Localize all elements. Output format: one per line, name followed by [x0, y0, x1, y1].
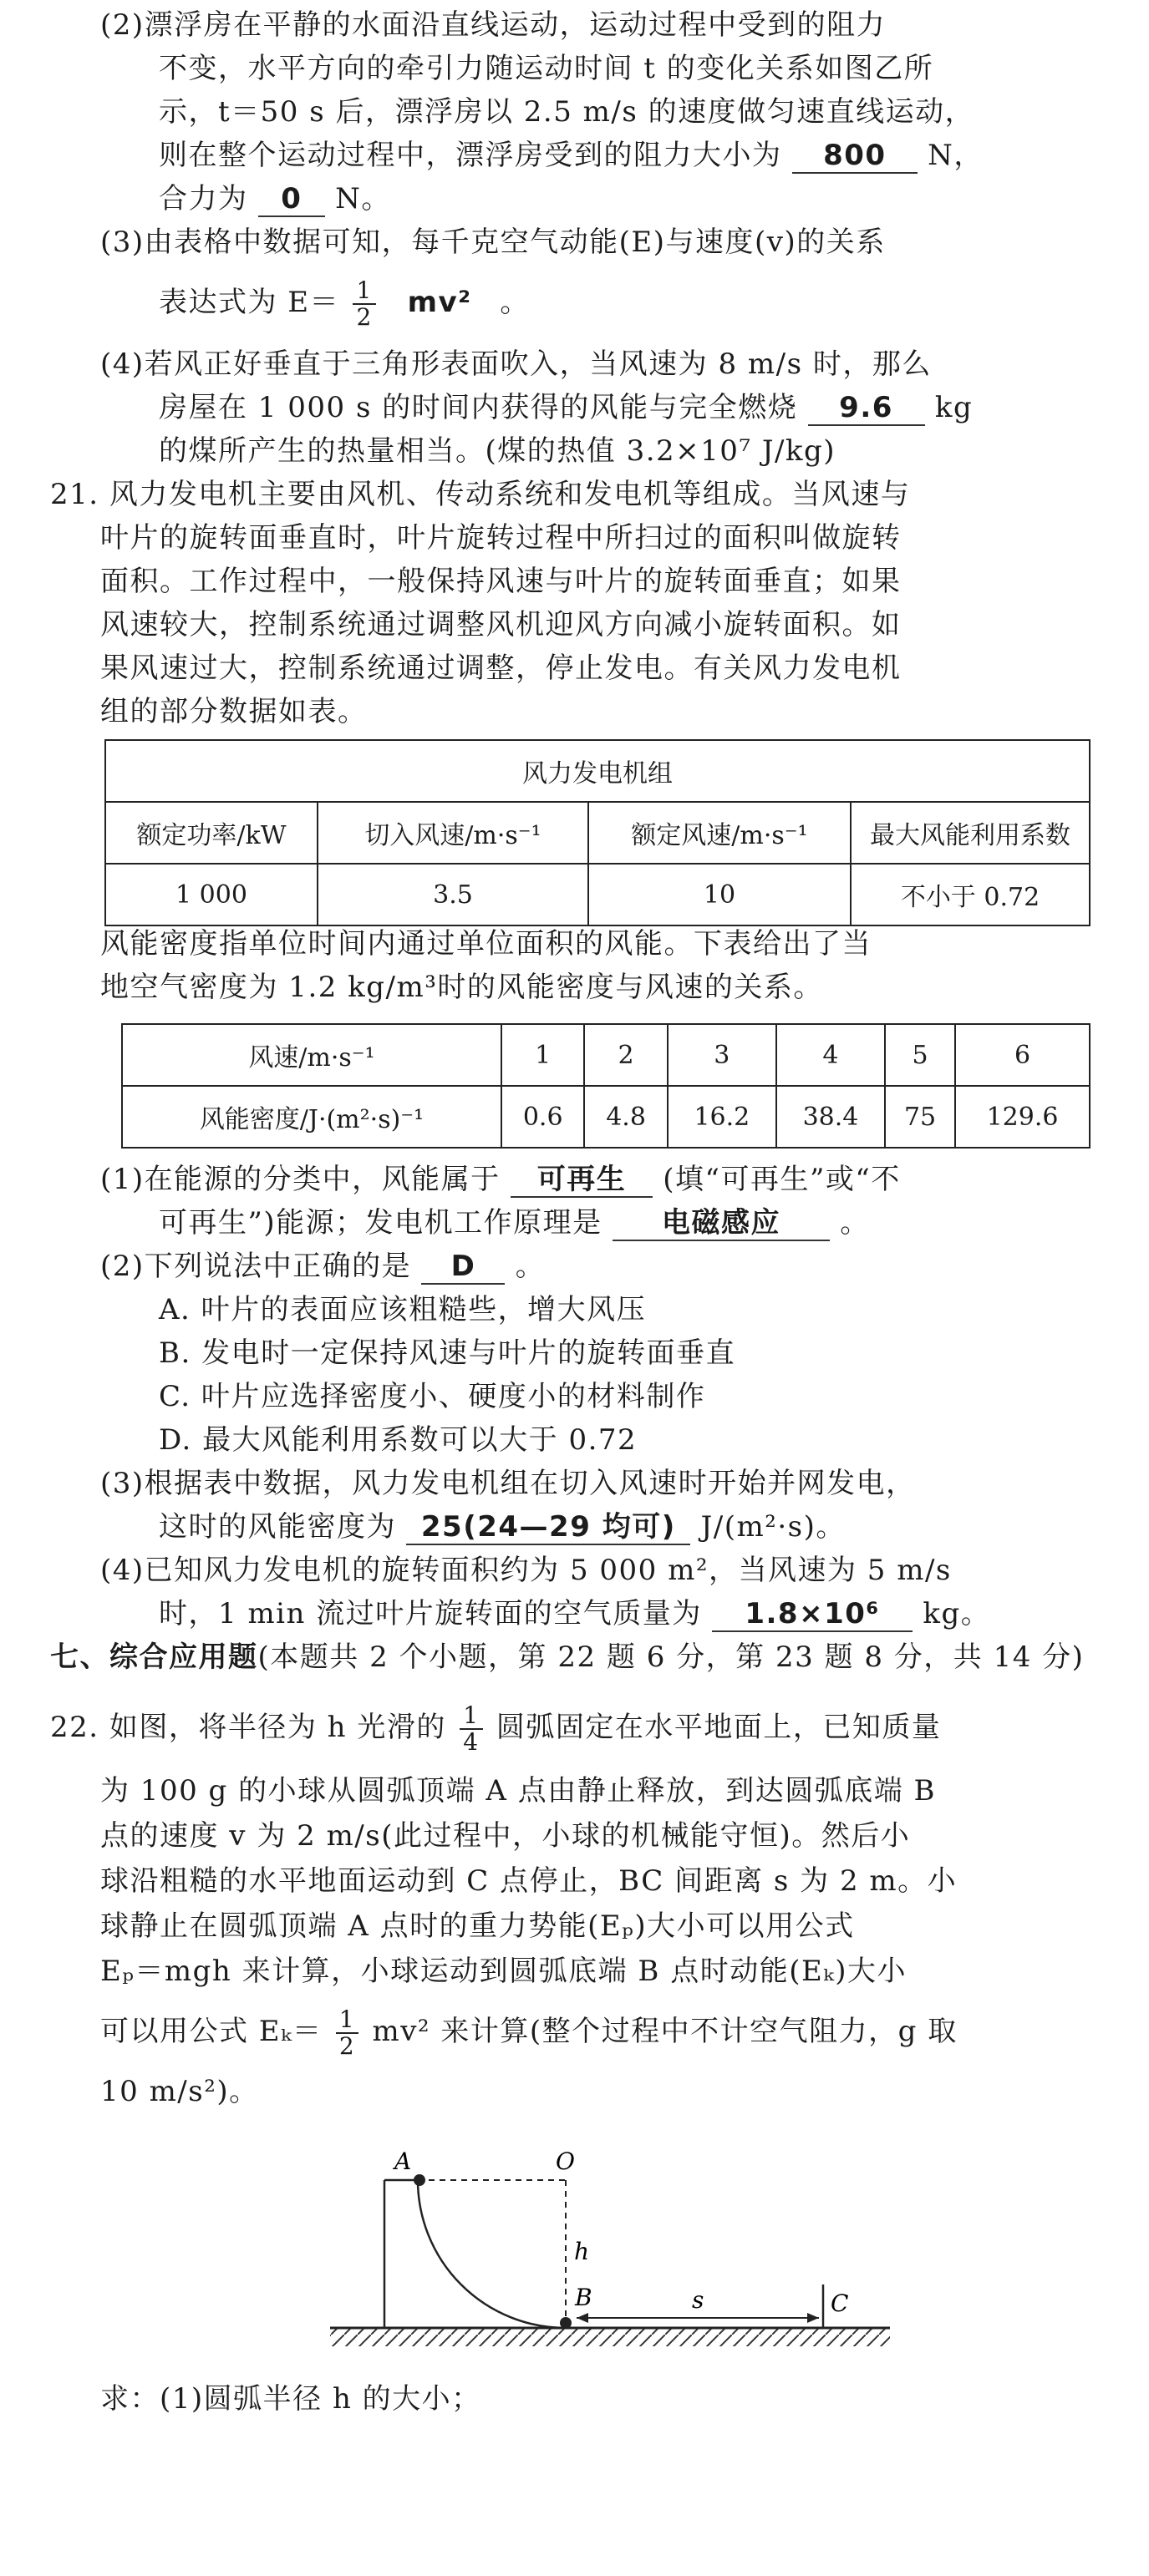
- q22-ask-line: 求：(1)圆弧半径 h 的大小；: [100, 2382, 481, 2416]
- q21-part1-line1: [100, 1163, 901, 1198]
- q22-text: mv² 来计算(整个过程中不计空气阻力，g 取: [372, 2015, 958, 2048]
- q21-option-d: D. 最大风能利用系数可以大于 0.72: [159, 1423, 638, 1457]
- q21-line1: 21. 风力发电机主要由风机、传动系统和发电机等组成。当风速与: [50, 478, 911, 511]
- label-b: B: [575, 2284, 592, 2311]
- wind-density-label: 风能密度/J·(m²·s)⁻¹: [122, 1086, 501, 1148]
- q22-text: 22. 如图，将半径为 h 光滑的: [50, 1711, 446, 1744]
- q20-part3-line1: (3)由表格中数据可知，每千克空气动能(E)与速度(v)的关系: [100, 226, 886, 259]
- q20-part2-line2: 不变，水平方向的牵引力随运动时间 t 的变化关系如图乙所: [159, 52, 934, 85]
- generator-value: 10: [588, 864, 851, 925]
- arc-figure: [318, 2134, 902, 2368]
- q21-part2-end: 。: [515, 1250, 546, 1283]
- q22-text: 可以用公式 Eₖ＝: [100, 2015, 323, 2048]
- q21-part1-text: (1)在能源的分类中，风能属于: [100, 1163, 501, 1196]
- q20-part2-line3: 示，t＝50 s 后，漂浮房以 2.5 m/s 的速度做匀速直线运动，: [159, 95, 975, 129]
- q22-line5: 球静止在圆弧顶端 A 点时的重力势能(Eₚ)大小可以用公式: [100, 1909, 855, 1943]
- generator-header: 额定功率/kW: [105, 802, 318, 864]
- q20-part4-line1: (4)若风正好垂直于三角形表面吹入，当风速为 8 m/s 时，那么: [100, 347, 932, 381]
- q21-answer-renewable: 可再生: [511, 1163, 653, 1198]
- q21-line2: 叶片的旋转面垂直时，叶片旋转过程中所扫过的面积叫做旋转: [100, 521, 902, 555]
- q20-part2-line5: [159, 182, 391, 217]
- fraction-numerator: 1: [353, 278, 375, 305]
- q22-line6: Eₚ＝mgh 来计算，小球运动到圆弧底端 B 点时动能(Eₖ)大小: [100, 1955, 907, 1988]
- q21-part4-unit: kg。: [923, 1597, 991, 1630]
- q21-option-a: A. 叶片的表面应该粗糙些，增大风压: [159, 1293, 647, 1326]
- wind-density-cell: 4.8: [584, 1086, 667, 1148]
- wind-density-cell: 38.4: [776, 1086, 885, 1148]
- q21-part1-text: (填“可再生”或“不: [663, 1163, 901, 1196]
- fraction-denominator: 2: [356, 303, 373, 331]
- generator-header: 最大风能利用系数: [851, 802, 1090, 864]
- fraction-denominator: 2: [338, 2032, 356, 2060]
- q22-fraction-2: [336, 2007, 358, 2059]
- q22-line7: [100, 2005, 958, 2059]
- q21-part3-text: 这时的风能密度为: [159, 1510, 396, 1544]
- wind-speed-cell: 5: [885, 1024, 955, 1086]
- generator-value: 1 000: [105, 864, 318, 925]
- q22-line8: 10 m/s²)。: [100, 2075, 259, 2108]
- q21-line4: 风速较大，控制系统通过调整风机迎风方向减小旋转面积。如: [100, 608, 902, 641]
- wind-density-cell: 75: [885, 1086, 955, 1148]
- q21-line7: 风能密度指单位时间内通过单位面积的风能。下表给出了当: [100, 927, 872, 961]
- fraction-denominator: 4: [463, 1728, 480, 1756]
- q22-line2: 为 100 g 的小球从圆弧顶端 A 点由静止释放，到达圆弧底端 B: [100, 1774, 937, 1808]
- q22-line4: 球沿粗糙的水平地面运动到 C 点停止，BC 间距离 s 为 2 m。小: [100, 1864, 958, 1898]
- q21-answer-principle: 电磁感应: [613, 1206, 830, 1241]
- q20-part2-unit: N。: [335, 182, 391, 216]
- q21-option-b: B. 发电时一定保持风速与叶片的旋转面垂直: [159, 1336, 736, 1370]
- generator-value: 3.5: [318, 864, 588, 925]
- quarter-arc: [418, 2180, 566, 2328]
- q22-fraction: [460, 1703, 482, 1755]
- q20-part2-line4: [159, 139, 984, 174]
- q20-part3-line2: [159, 276, 530, 330]
- q20-part4-line3: 的煤所产生的热量相当。(煤的热值 3.2×10⁷ J/kg): [159, 434, 836, 468]
- q20-part2-line1: (2)漂浮房在平静的水面沿直线运动，运动过程中受到的阻力: [100, 8, 887, 42]
- q22-text: 圆弧固定在水平地面上，已知质量: [496, 1711, 942, 1744]
- q22-line3: 点的速度 v 为 2 m/s(此过程中，小球的机械能守恒)。然后小: [100, 1819, 911, 1853]
- generator-table: [104, 739, 1091, 926]
- ball-at-b: [560, 2317, 572, 2329]
- generator-header: 额定风速/m·s⁻¹: [588, 802, 851, 864]
- generator-value: 不小于 0.72: [851, 864, 1090, 925]
- q21-part2-line1: [100, 1250, 545, 1285]
- generator-table-title: 风力发电机组: [105, 740, 1090, 802]
- wind-density-cell: 129.6: [955, 1086, 1090, 1148]
- wind-speed-label: 风速/m·s⁻¹: [122, 1024, 501, 1086]
- label-a: A: [394, 2148, 412, 2175]
- q21-part3-unit: J/(m²·s)。: [700, 1510, 846, 1544]
- q21-answer-air-mass: 1.8×10⁶: [712, 1597, 913, 1632]
- wind-speed-cell: 4: [776, 1024, 885, 1086]
- wind-speed-cell: 1: [501, 1024, 584, 1086]
- q21-line5: 果风速过大，控制系统通过调整，停止发电。有关风力发电机: [100, 652, 902, 685]
- q21-line8: 地空气密度为 1.2 kg/m³时的风能密度与风速的关系。: [100, 971, 823, 1004]
- q20-part4-text: 房屋在 1 000 s 的时间内获得的风能与完全燃烧: [159, 391, 798, 424]
- q21-line3: 面积。工作过程中，一般保持风速与叶片的旋转面垂直；如果: [100, 565, 902, 598]
- label-c: C: [831, 2289, 849, 2317]
- ball-at-a: [414, 2174, 425, 2186]
- q22-line1: [50, 1701, 941, 1755]
- q20-answer-formula: mv²: [407, 286, 472, 319]
- q20-part3-text: 表达式为 E＝: [159, 286, 340, 319]
- q21-part3-line2: [159, 1510, 846, 1545]
- section7-title: 七、综合应用题: [50, 1640, 258, 1674]
- q20-part2-unit: N，: [928, 139, 984, 172]
- wind-speed-cell: 6: [955, 1024, 1090, 1086]
- q21-part4-text: 时，1 min 流过叶片旋转面的空气质量为: [159, 1597, 702, 1630]
- q21-part1-line2: [159, 1206, 870, 1241]
- arrow-left-head: [577, 2313, 588, 2323]
- label-h: h: [574, 2238, 590, 2265]
- q21-part1-text: 可再生”)能源；发电机工作原理是: [159, 1206, 602, 1240]
- ground-hatch: [330, 2328, 890, 2346]
- q20-part2-text: 合力为: [159, 182, 248, 216]
- q21-part4-line2: [159, 1597, 990, 1632]
- q20-part2-text: 则在整个运动过程中，漂浮房受到的阻力大小为: [159, 139, 782, 172]
- section7-note: (本题共 2 个小题，第 22 题 6 分，第 23 题 8 分，共 14 分): [257, 1640, 1085, 1674]
- section7-heading: [50, 1640, 1084, 1674]
- q21-line6: 组的部分数据如表。: [100, 695, 368, 728]
- q20-answer-net-force: 0: [258, 182, 325, 217]
- q21-answer-density: 25(24—29 均可): [406, 1510, 690, 1545]
- wind-density-table: [121, 1023, 1091, 1149]
- q20-part4-unit: kg: [934, 391, 974, 424]
- q21-part4-line1: (4)已知风力发电机的旋转面积约为 5 000 m²，当风速为 5 m/s: [100, 1554, 952, 1587]
- q20-answer-resistance: 800: [792, 139, 918, 174]
- q21-part3-line1: (3)根据表中数据，风力发电机组在切入风速时开始并网发电，: [100, 1467, 916, 1500]
- wind-speed-cell: 2: [584, 1024, 667, 1086]
- q21-part2-text: (2)下列说法中正确的是: [100, 1250, 412, 1283]
- fraction-numerator: 1: [460, 1703, 482, 1730]
- q20-answer-coal-mass: 9.6: [808, 391, 925, 426]
- generator-header: 切入风速/m·s⁻¹: [318, 802, 588, 864]
- label-s: s: [692, 2286, 704, 2314]
- q21-option-c: C. 叶片应选择密度小、硬度小的材料制作: [159, 1380, 706, 1413]
- wind-density-cell: 0.6: [501, 1086, 584, 1148]
- q20-fraction: [353, 278, 375, 330]
- wind-density-cell: 16.2: [668, 1086, 776, 1148]
- q21-part1-end: 。: [840, 1206, 870, 1240]
- q20-part4-line2: [159, 391, 973, 426]
- label-o: O: [556, 2148, 575, 2175]
- fraction-numerator: 1: [336, 2007, 358, 2034]
- wind-speed-cell: 3: [668, 1024, 776, 1086]
- arrow-right-head: [807, 2313, 819, 2323]
- q21-answer-choice: D: [421, 1250, 505, 1285]
- q20-part3-end: 。: [500, 286, 530, 319]
